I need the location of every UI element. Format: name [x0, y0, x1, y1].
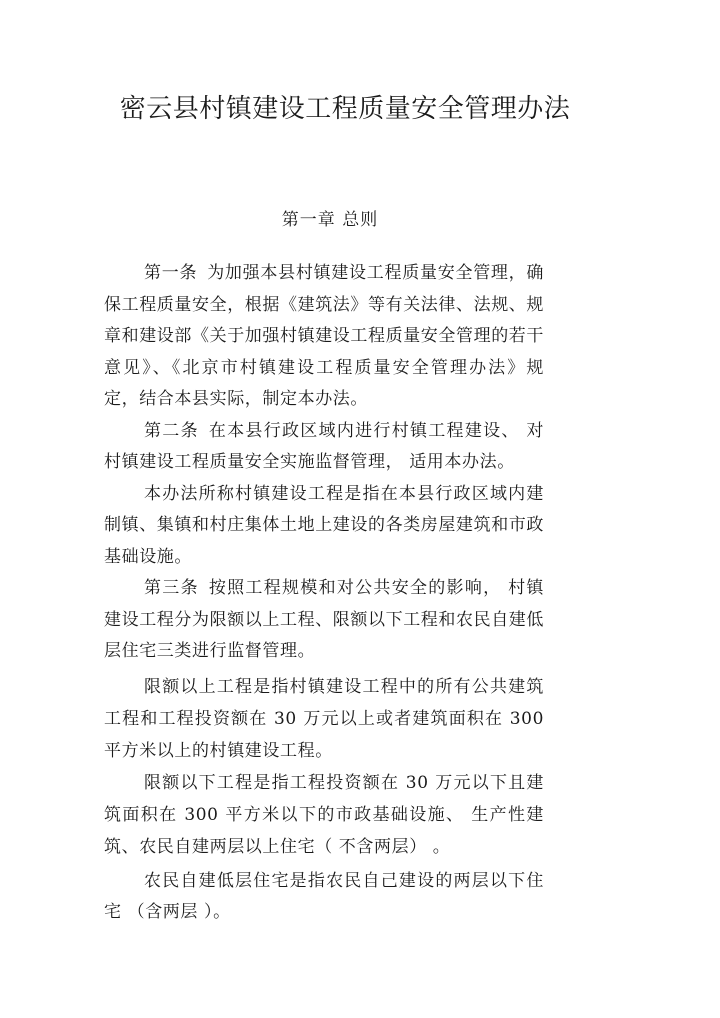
- document-body: [104, 258, 544, 929]
- definition-paragraph: 本办法所称村镇建设工程是指在本县行政区域内建制镇、集镇和村庄集体土地上建设的各类房屋建筑和市政基础设施。: [104, 483, 544, 567]
- article-3-label: 第三条: [144, 578, 199, 598]
- article-3-text: 按照工程规模和对公共安全的影响， 村镇建设工程分为限额以上工程、限额以下工程和农民自建低层住宅三类进行监督管理。: [104, 578, 544, 661]
- low-rise-housing-paragraph: 农民自建低层住宅是指农民自己建设的两层以下住宅 （含两层 ）。: [104, 870, 544, 922]
- article-1-label: 第一条: [144, 263, 198, 283]
- article-2-text: 在本县行政区域内进行村镇工程建设、 对村镇建设工程质量安全实施监督管理， 适用本办法。: [104, 420, 544, 472]
- chapter-heading: 第一章 总则: [281, 210, 379, 230]
- article-1-paragraph: [104, 258, 544, 416]
- article-3-paragraph: [104, 573, 544, 668]
- article-2-label: 第二条: [144, 420, 199, 441]
- document-title: 密云县村镇建设工程质量安全管理办法: [119, 94, 571, 124]
- article-2-paragraph: [104, 416, 544, 479]
- below-limit-paragraph: 限额以下工程是指工程投资额在 30 万元以下且建筑面积在 300 平方米以下的市政基础设施、 生产性建筑、农民自建两层以上住宅（ 不含两层） 。: [104, 772, 544, 857]
- above-limit-paragraph: 限额以上工程是指村镇建设工程中的所有公共建筑工程和工程投资额在 30 万元以上或者建筑面积在 300 平方米以上的村镇建设工程。: [104, 676, 544, 761]
- article-1-text: 为加强本县村镇建设工程质量安全管理，确保工程质量安全，根据《建筑法》等有关法律、法规、规章和建设部《关于加强村镇建设工程质量安全管理的若干意见》、《北京市村镇建设工程质量安全管理办法》规定，结合本县实际，制定本办法。: [104, 263, 544, 409]
